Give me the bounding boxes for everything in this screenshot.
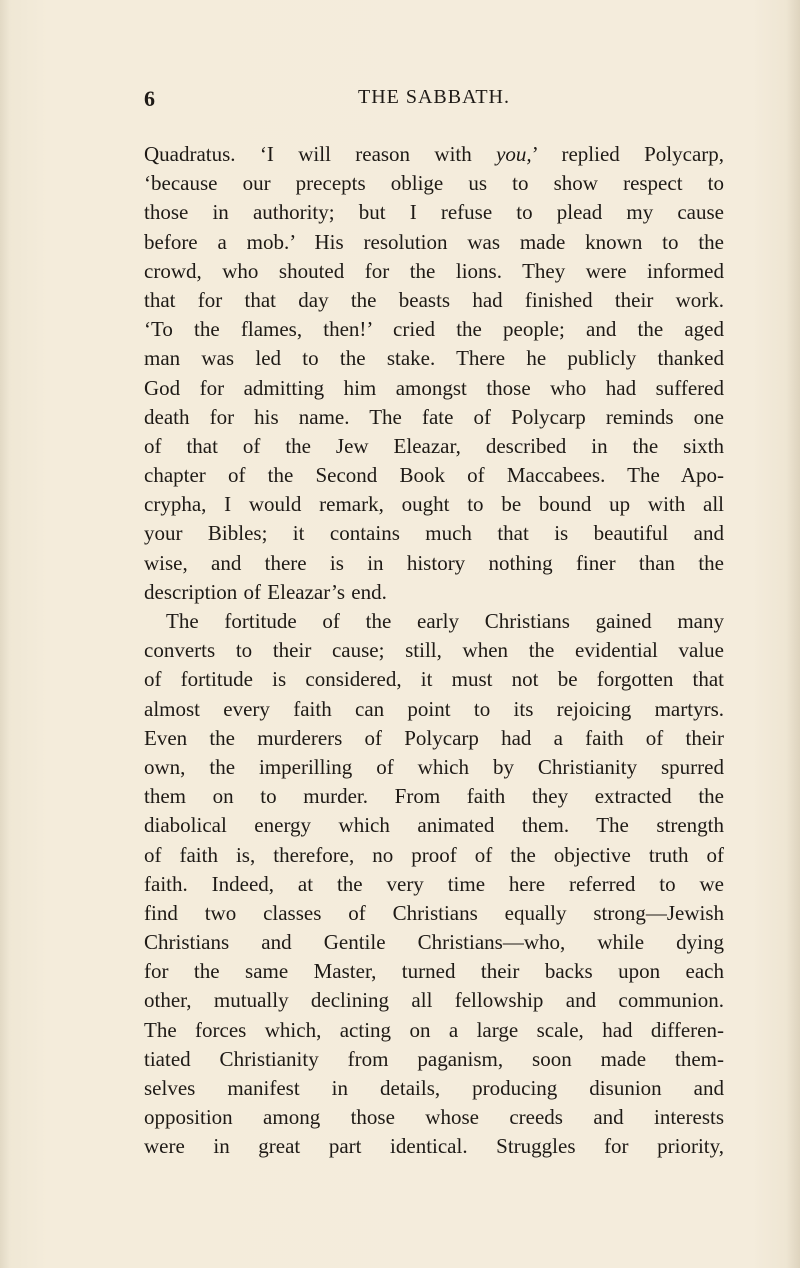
text-line: for the same Master, turned their backs upon each: [144, 959, 724, 984]
text-line: them on to murder. From faith they extracted the: [144, 784, 724, 809]
running-head: THE SABBATH.: [357, 86, 510, 108]
text-line: Christians and Gentile Christians—who, while dying: [144, 930, 724, 955]
text-line: were in great part identical. Struggles for priority,: [144, 1134, 724, 1159]
text-line: Even the murderers of Polycarp had a faith of their: [144, 725, 724, 750]
text-line: tiated Christianity from paganism, soon made them-: [144, 1046, 724, 1071]
text-line: Quadratus. ‘I will reason with you,’ replied Polycarp,: [144, 142, 724, 166]
page-number: 6: [144, 86, 155, 111]
text-line: converts to their cause; still, when the evidential value: [144, 638, 724, 663]
text-line: crypha, I would remark, ought to be bound up with all: [144, 492, 724, 517]
page-edge-shadow: [786, 0, 800, 1268]
text-line: God for admitting him amongst those who had suffered: [144, 375, 724, 400]
text-line: of that of the Jew Eleazar, described in the sixth: [144, 433, 724, 458]
text-line: selves manifest in details, producing disunion and: [144, 1076, 724, 1100]
text-line: chapter of the Second Book of Maccabees. The Apo-: [144, 463, 724, 488]
text-line: wise, and there is in history nothing finer than the: [144, 550, 724, 575]
text-line: that for that day the beasts had finished their work.: [144, 287, 724, 312]
text-line: description of Eleazar’s end.: [144, 579, 387, 604]
text-line: ‘To the flames, then!’ cried the people; and the aged: [144, 317, 724, 342]
text-line: The forces which, acting on a large scale, had differen-: [144, 1017, 724, 1042]
paragraph-2: [144, 607, 724, 1162]
paragraph-1: [144, 140, 724, 607]
text-line: before a mob.’ His resolution was made known to the: [144, 229, 724, 254]
text-line: of fortitude is considered, it must not be forgotten that: [144, 667, 724, 692]
text-line: man was led to the stake. There he publicly thanked: [144, 346, 724, 371]
emphasis: you,: [496, 142, 532, 166]
page-header: [144, 86, 724, 118]
page-gutter-shadow: [0, 0, 10, 1268]
text-line: your Bibles; it contains much that is beautiful and: [144, 521, 724, 546]
text-line: death for his name. The fate of Polycarp reminds one: [144, 404, 724, 429]
text-line: those in authority; but I refuse to plead my cause: [144, 200, 724, 225]
text-line: find two classes of Christians equally strong—Jewish: [144, 900, 724, 925]
text-line: crowd, who shouted for the lions. They were informed: [144, 258, 724, 283]
text-line: opposition among those whose creeds and interests: [144, 1105, 724, 1130]
text-line: of faith is, therefore, no proof of the objective truth of: [144, 842, 724, 867]
text-line: almost every faith can point to its rejoicing martyrs.: [144, 696, 724, 721]
text-line: faith. Indeed, at the very time here referred to we: [144, 871, 724, 896]
text-line: The fortitude of the early Christians gained many: [166, 609, 724, 633]
text-line: other, mutually declining all fellowship and communion.: [144, 988, 724, 1013]
body-text: [144, 140, 724, 1162]
text-line: ‘because our precepts oblige us to show respect to: [144, 171, 724, 196]
text-line: own, the imperilling of which by Christianity spurred: [144, 754, 724, 779]
text-line: diabolical energy which animated them. The strength: [144, 813, 724, 838]
